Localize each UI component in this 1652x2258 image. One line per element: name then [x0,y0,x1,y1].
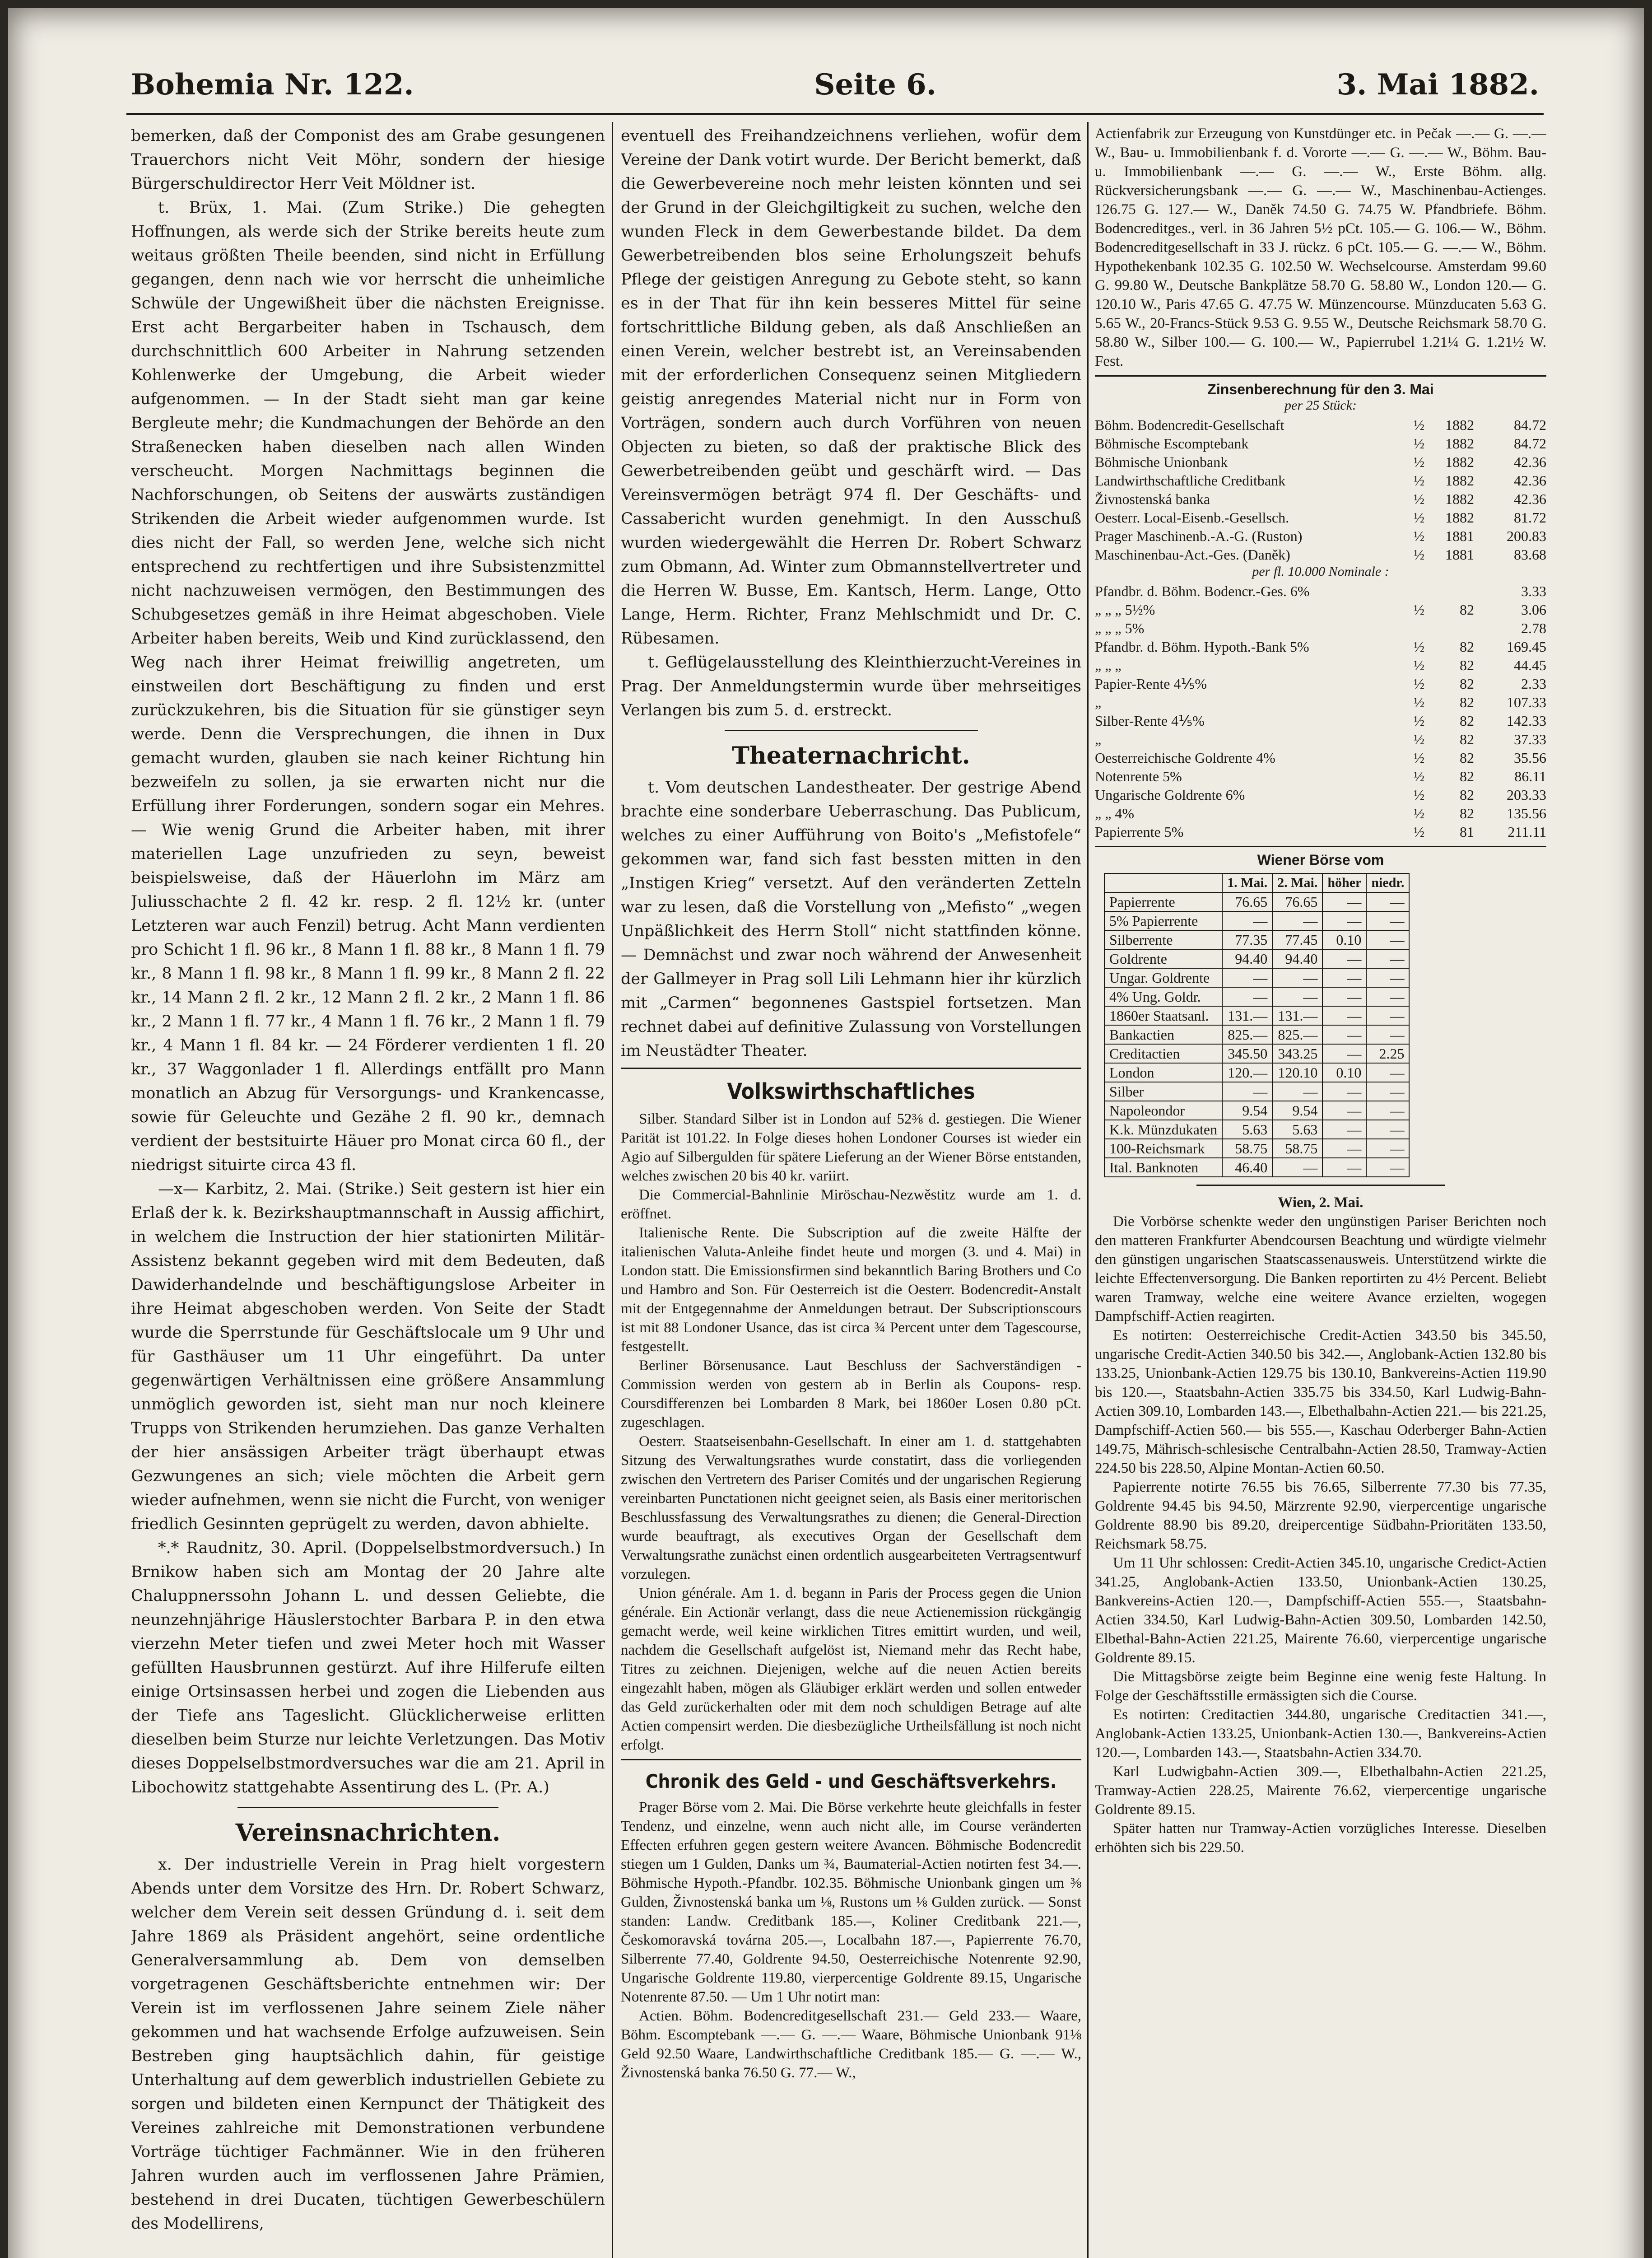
zinsen-cell-y: 81 [1460,824,1474,840]
item-staatseisenbahn: Oesterr. Staatseisenbahn-Gesellschaft. In einer am 1. d. stattgehabten Sitzung des Verwaltungsrathes wurde constatirt, dass die vorliegenden zwischen den Vertretern des Pariser Comités und der ungarischen Regierung vereinbarten Punctationen nicht geeignet seien, als Basis einer meritorischen Beschlussfassung des Verwaltungsrathes zu dienen; die General-Direction wurde beauftragt, als executives Organ der Gesellschaft dem Verwaltungsrathe zunächst einen ordentlich ausgearbeiteten Vertragsentwurf vorzulegen. [621,1433,1081,1582]
zinsen-cell-f: ½ [1414,657,1424,673]
boerse-table-title: Wiener Börse vom [1257,852,1384,868]
zinsen-cell-y: 1882 [1445,491,1474,507]
zinsen-row [1095,675,1546,693]
zinsen-row [1095,767,1546,786]
zinsen-cell-v: 2.33 [1521,676,1546,692]
price-cell: 2.25 [1366,1044,1409,1063]
security-name-cell: 4% Ung. Goldr. [1104,987,1222,1006]
zinsen-cell-f: ½ [1414,472,1424,489]
zinsen-cell-v: 84.72 [1514,417,1546,433]
zinsen-cell-n: Böhmische Escomptebank [1095,435,1249,452]
price-cell: — [1366,949,1409,968]
price-cell: 120.— [1222,1063,1272,1082]
section-rule [1095,846,1546,847]
security-name-cell: 100-Reichsmark [1104,1139,1222,1158]
zinsen-cell-n: Böhm. Bodencredit-Gesellschaft [1095,417,1284,433]
price-cell: 120.10 [1272,1063,1322,1082]
zinsen-cell-n: Oesterr. Local-Eisenb.-Gesellsch. [1095,509,1289,526]
page-header [131,68,1539,108]
article-continuation: bemerken, daß der Componist des am Grabe gesungenen Trauerchors nicht Veit Möhr, sondern der hiesige Bürgerschuldirector Herr Veit Möldner ist. [131,127,605,193]
price-cell: — [1322,1044,1366,1063]
item-silber: Silber. Standard Silber ist in London auf 52⅜ d. gestiegen. Die Wiener Parität ist 101.22. In Folge dieses hohen Londoner Courses ist wieder ein Agio auf Silbergulden für spätere Lieferung an der Wiener Börse entstanden, welches zwischen 20 bis 40 kr. variirt. [621,1111,1081,1184]
zinsen-cell-f: ½ [1414,602,1424,618]
table-row [1104,1120,1409,1139]
price-cell: — [1322,911,1366,930]
zinsen-cell-v: 37.33 [1514,731,1546,747]
item-actien: Actien. Böhm. Bodencreditgesellschaft 231.— Geld 233.— Waare, Böhm. Escomptebank —.— G. —.— Waare, Böhmische Unionbank 91⅛ Geld 92.50 Waare, Landwirthschaftliche Creditbank 185.— G. —.— W., Živnostenská banka 76.50 G. 77.— W., [621,2008,1081,2081]
zinsen-cell-v: 135.56 [1507,805,1546,821]
section-rule [621,1759,1081,1760]
table-row [1104,1063,1409,1082]
security-name-cell: Ital. Banknoten [1104,1158,1222,1177]
zinsen-cell-v: 42.36 [1514,491,1546,507]
price-cell: 94.40 [1222,949,1272,968]
price-cell: 343.25 [1272,1044,1322,1063]
table-row [1104,949,1409,968]
item-italienische-rente: Italienische Rente. Die Subscription auf die zweite Hälfte der italienischen Valuta-Anleihe findet heute und morgen (3. und 4. Mai) in London statt. Die Emissionsfirmen sind bekanntlich Baring Brothers und Co und Hambro and Son. Für Oesterreich ist die Oesterr. Bodencredit-Anstalt mit der Entgegennahme der Anmeldungen betraut. Der Subscriptionscours ist mit 88 Londoner Usance, das ist circa ¾ Percent unter dem Tagescourse, festgestellt. [621,1225,1081,1355]
zinsen-cell-f: ½ [1414,454,1424,470]
security-name-cell: Silber [1104,1082,1222,1101]
item-commercial-bahn: Die Commercial-Bahnlinie Miröschau-Nezwěstitz wurde am 1. d. eröffnet. [621,1187,1081,1222]
zinsen-cell-f: ½ [1414,750,1424,766]
price-cell: — [1222,968,1272,987]
zinsen-cell-y: 82 [1460,805,1474,821]
issue-date: 3. Mai 1882. [1336,68,1539,102]
table-row [1104,1139,1409,1158]
price-cell: — [1272,968,1322,987]
security-name-cell: Napoleondor [1104,1101,1222,1120]
zinsen-cell-v: 169.45 [1507,639,1546,655]
zinsen-cell-y: 82 [1460,657,1474,673]
zinsen-row [1095,656,1546,675]
price-cell: — [1366,1101,1409,1120]
zinsen-cell-f [1393,619,1424,638]
zinsen-cell-y: 1882 [1445,417,1474,433]
zinsen-cell-f: ½ [1414,694,1424,710]
table-row [1104,892,1409,911]
table-row [1104,987,1409,1006]
item-es-notirten-2: Es notirten: Creditactien 344.80, ungarische Creditactien 341.—, Anglobank-Actien 133.25, Unionbank-Actien 130.—, Bankvereins-Actien 120.—, Lombarden 143.—, Staatsbahn-Actien 334.70. [1095,1707,1546,1761]
price-cell: 9.54 [1272,1101,1322,1120]
price-cell: — [1272,1082,1322,1101]
column-divider [612,122,613,2258]
price-cell: 131.— [1222,1006,1272,1025]
article-landestheater: t. Vom deutschen Landestheater. Der gestrige Abend brachte eine sonderbare Ueberraschung. Das Publicum, welches zu einer Aufführung von Boito's „Mefistofele“ gekommen war, fand sich fast bessten mitten in den „Instigen Krieg“ versetzt. Auf den veränderten Zetteln war zu lesen, daß die Vorstellung von „Mefisto“ „wegen Unpäßlichkeit des Herrn Stoll“ nicht stattfinden könne. — Demnächst und zwar noch während der Anwesenheit der Gallmeyer in Prag soll Lili Lehmann hier ihr kürzlich mit „Carmen“ begonnenes Gastspiel fortsetzen. Man rechnet dabei auf definitive Zulassung von Vorstellungen im Neustädter Theater. [621,779,1081,1060]
zinsen-row [1095,601,1546,619]
zinsen-cell-v: 86.11 [1514,768,1546,784]
price-cell: 76.65 [1272,892,1322,911]
zinsen-cell-n: „ [1095,731,1102,747]
security-name-cell: Bankactien [1104,1025,1222,1044]
table-row [1104,911,1409,930]
price-cell: — [1366,892,1409,911]
price-cell: — [1222,911,1272,930]
zinsen-cell-v: 42.36 [1514,472,1546,489]
zinsen-cell-v: 211.11 [1508,824,1546,840]
zinsen-cell-n: Notenrente 5% [1095,768,1182,784]
price-cell: — [1366,1139,1409,1158]
zinsen-cell-n: „ „ „ 5½% [1095,602,1155,618]
table-row [1104,968,1409,987]
price-cell: — [1322,1158,1366,1177]
price-cell: — [1322,1101,1366,1120]
price-cell: — [1322,1139,1366,1158]
article-brux-strike: t. Brüx, 1. Mai. (Zum Strike.) Die gehegten Hoffnungen, als werde sich der Strike bereits heute zum weitaus größten Theile beenden, sind nicht in Erfüllung gegangen, denn nach wie vor herrscht die unheimliche Schwüle der Ungewißheit über die nächsten Ereignisse. Erst acht Bergarbeiter haben in Tschausch, dem durchschnittlich 600 Arbeiter in Nahrung setzenden Kohlenwerke der Umgebung, die Arbeit wieder aufgenommen. — In der Stadt sieht man gar keine Bergleute mehr; die Kundmachungen der Behörde an den Straßenecken haben dieselben nach allen Winden verscheucht. Morgen Nachmittags beginnen die Nachforschungen, ob Seitens der auswärts zuständigen Strikenden die Arbeit wieder aufgenommen wurde. Ist dies nicht der Fall, so werden Jene, welche sich nicht entsprechend zu rechtfertigen und ihre Subsistenzmittel nicht nachzuweisen vermögen, den Bestimmungen des Schubgesetzes gemäß in ihre Heimat abgeschoben. Viele Arbeiter haben bereits, Weib und Kind zurücklassend, den Weg nach ihrer Heimat freiwillig angetreten, um einstweilen dort Beschäftigung zu finden und erst zurückzukehren, bis die Situation für sie günstiger seyn werde. Denn die Versprechungen, die ihnen in Dux gemacht wurden, glauben sie nach keiner Richtung hin bezweifeln zu sollen, ja sie erwarten nicht nur die Erfüllung ihrer Forderungen, sondern sogar ein Mehres. — Wie wenig Grund die Arbeiter haben, mit ihrer materiellen Lage unzufrieden zu seyn, beweist beispielsweise, daß der Häuerlohn im März am Juliusschachte 2 fl. 42 kr. resp. 2 fl. 12½ kr. (unter Letzteren war auch Fenzil) betrug. Acht Mann verdienten pro Schicht 1 fl. 96 kr., 8 Mann 1 fl. 88 kr., 8 Mann 1 fl. 79 kr., 8 Mann 1 fl. 98 kr., 8 Mann 1 fl. 99 kr., 8 Mann 2 fl. 22 kr., 14 Mann 2 fl. 2 kr., 12 Mann 2 fl. 2 kr., 2 Mann 1 fl. 86 kr., 2 Mann 1 fl. 77 kr., 4 Mann 1 fl. 76 kr., 2 Mann 1 fl. 79 kr., 4 Mann 1 fl. 84 kr. — 24 Förderer verdienten 1 fl. 20 kr., 37 Waggonlader 1 fl. Allerdings entfällt pro Mann monatlich an Abzug für Versorgungs- und Krankencasse, sowie für Geleuchte und Gezähe 2 fl. 90 kr., demnach verdient der bestsituirte Häuer pro Monat circa 60 fl., der niedrigst situirte circa 43 fl. [131,199,605,1174]
zinsen-cell-v: 42.36 [1514,454,1546,470]
zinsen-cell-n: Prager Maschinenb.-A.-G. (Ruston) [1095,528,1303,544]
item-es-notirten: Es notirten: Oesterreichische Credit-Actien 343.50 bis 345.50, ungarische Credit-Actien 340.50 bis 342.—, Anglobank-Actien 132.80 bis 133.25, Unionbank-Actien 129.75 bis 130.10, Bankvereins-Actien 119.90 bis 120.—, Staatsbahn-Actien 335.75 bis 334.50, Karl Ludwig-Bahn-Actien 309.10, Lombarden 143.—, Elbethalbahn-Actien 221.— bis 221.25, Dampfschiff-Actien 560.— bis 555.—, Kaschau Oderberger Bahn-Actien 149.75, Mährisch-schlesische Centralbahn-Actien 28.50, Tramway-Actien 224.50 bis 228.50, Alpine Montan-Actien 60.50. [1095,1327,1546,1476]
table-header-cell [1104,873,1222,892]
zinsen-cell-v: 142.33 [1507,713,1546,729]
masthead-issue: Bohemia Nr. 122. [131,68,414,102]
article-raudnitz: *.* Raudnitz, 30. April. (Doppelselbstmordversuch.) In Brnikow haben sich am Montag der 20 Jahre alte Chaluppnerssohn Johann L. und dessen Geliebte, die neunzehnjährige Häuslerstochter Barbara P. in den etwa vierzehn Meter tiefen und zwei Meter hoch mit Wasser gefüllten Hausbrunnen gestürzt. Auf ihre Hilferufe eilten einige Ortsinsassen herbei und zogen die Liebenden aus der Tiefe ans Tageslicht. Glücklicherweise erlitten dieselben beim Sturze nur leichte Verletzungen. Das Motiv dieses Doppelselbstmordversuches war die am 21. April in Libochowitz stattgehabte Assentirung des L. (Pr. A.) [131,1539,605,1796]
column-divider [1087,122,1089,2258]
zinsen-cell-n: Silber-Rente 4⅕% [1095,713,1205,729]
zinsen-cell-n: Papier-Rente 4⅕% [1095,676,1207,692]
price-cell: — [1366,987,1409,1006]
zinsen-cell-f: ½ [1414,713,1424,729]
zinsen-cell-v: 83.68 [1514,546,1546,563]
table-header-row [1104,873,1409,892]
zinsen-cell-n: Ungarische Goldrente 6% [1095,787,1245,803]
zinsen-row [1095,730,1546,749]
zinsen-row [1095,786,1546,804]
zinsen-cell-v: 44.45 [1514,657,1546,673]
zinsen-cell-f: ½ [1414,435,1424,452]
zinsen-row [1095,416,1546,434]
zinsen-cell-y: 82 [1460,602,1474,618]
zinsen-cell-v: 2.78 [1521,620,1546,636]
zinsen-cell-f: ½ [1414,787,1424,803]
price-cell: 58.75 [1272,1139,1322,1158]
price-cell: — [1322,987,1366,1006]
zinsen-row [1095,546,1546,564]
price-cell: 46.40 [1222,1158,1272,1177]
section-title-vereinsnachrichten: Vereinsnachrichten. [235,1819,501,1847]
price-cell: 5.63 [1222,1120,1272,1139]
zinsen-cell-f: ½ [1414,639,1424,655]
zinsen-cell-v: 203.33 [1507,787,1546,803]
zinsen-row [1095,619,1546,638]
item-berliner-boerse: Berliner Börsenusance. Laut Beschluss der Sachverständigen - Commission werden von gestern ab in Berlin als Coupons- resp. Coursdifferenzen bei Lombarden 8 Mark, bei 1860er Losen 0.80 pCt. zugeschlagen. [621,1358,1081,1431]
price-cell: 94.40 [1272,949,1322,968]
zinsen-cell-n: „ „ 4% [1095,805,1135,821]
price-cell: — [1272,911,1322,930]
price-cell: — [1366,1120,1409,1139]
table-row [1104,1158,1409,1177]
price-cell: 77.35 [1222,930,1272,949]
price-cell: — [1366,1063,1409,1082]
zinsen-cell-y: 82 [1460,768,1474,784]
article-gefluegelausstellung: t. Geflügelausstellung des Kleinthierzucht-Vereines in Prag. Der Anmeldungstermin wurde über mehrseitiges Verlangen bis zum 5. d. erstreckt. [621,653,1081,719]
price-cell: — [1222,1082,1272,1101]
table-row [1104,930,1409,949]
price-cell: 0.10 [1322,930,1366,949]
security-name-cell: Papierrente [1104,892,1222,911]
zinsen-cell-y: 82 [1460,787,1474,803]
header-rule [126,113,1544,115]
zinsen-cell-n: Pfandbr. d. Böhm. Bodencr.-Ges. 6% [1095,583,1310,599]
section-rule [725,730,978,731]
price-cell: — [1222,987,1272,1006]
wiener-boerse-table [1104,873,1410,1177]
zinsen-row [1095,527,1546,546]
zinsen-cell-f [1393,582,1424,601]
zinsen-row [1095,582,1546,601]
table-row [1104,1025,1409,1044]
price-cell: — [1322,1082,1366,1101]
zinsen-cell-n: „ „ „ 5% [1095,620,1145,636]
zinsen-cell-v: 3.33 [1521,583,1546,599]
zinsen-cell-y: 82 [1460,731,1474,747]
price-cell: 0.10 [1322,1063,1366,1082]
zinsen-cell-f: ½ [1414,824,1424,840]
price-cell: — [1366,1082,1409,1101]
zinsen-row [1095,693,1546,712]
item-spaeter: Später hatten nur Tramway-Actien vorzügliches Interesse. Dieselben erhöhten sich bis 229.50. [1095,1820,1546,1856]
zinsen-row [1095,712,1546,730]
price-cell: — [1366,1025,1409,1044]
item-union-generale: Union générale. Am 1. d. begann in Paris der Process gegen die Union générale. Ein Actionär verlangt, dass die neue Actienemission rückgängig gemacht werde, weil keine wirklichen Titres emittirt wurden, und weil, nachdem die Gesellschaft aufgelöst ist, Niemand mehr das Recht habe, Titres zu zeichnen. Diejenigen, welche auf die neuen Actien bereits eingezahlt haben, mögen als Gläubiger erklärt werden und sollen entweder das Geld zurückerhalten oder mit dem noch schuldigen Betrage auf alte Actien compensirt werden. Die diesbezügliche Urtheilsfällung ist noch nicht erfolgt. [621,1585,1081,1753]
price-cell: — [1322,892,1366,911]
price-cell: — [1366,968,1409,987]
item-um-11-uhr: Um 11 Uhr schlossen: Credit-Actien 345.10, ungarische Credict-Actien 341.25, Anglobank-Actien 133.50, Unionbank-Actien 130.25, Bankvereins-Actien 120.—, Dampfschiff-Actien 555.—, Staatsbahn-Actien 334.50, Karl Ludwig-Bahn-Actien 309.50, Lombarden 142.50, Elbethal-Bahn-Actien 221.25, Mairente 76.60, vierpercentige ungarische Goldrente 89.15. [1095,1555,1546,1666]
column-3 [1095,124,1546,2258]
zinsen-cell-n: Maschinenbau-Act.-Ges. (Daněk) [1095,546,1290,563]
item-actien-continued: Actienfabrik zur Erzeugung von Kunstdünger etc. in Pečak —.— G. —.— W., Bau- u. Immobilienbank f. d. Vororte —.— G. —.— W., Böhm. Bau- u. Immobilienbank —.— G. —.— W., Erste Böhm. allg. Rückversicherungsbank —.— G. —.— W., Maschinenbau-Actienges. 126.75 G. 127.— W., Daněk 74.50 G. 74.75 W. Pfandbriefe. Böhm. Bodencreditges., verl. in 36 Jahren 5½ pCt. 105.— G. 106.— W., Böhm. Bodencreditgesellschaft in 33 J. rückz. 6 pCt. 105.— G. —.— W., Böhm. Hypothekenbank 102.35 G. 102.50 W. Wechselcourse. Amsterdam 99.60 G. 99.80 W., Deutsche Bankplätze 58.70 G. 58.80 W., London 120.— G. 120.10 W., Paris 47.65 G. 47.75 W. Münzencourse. Münzducaten 5.63 G. 5.65 W., 20-Francs-Stück 9.53 G. 9.55 W., Deutsche Reichsmark 58.70 G. 58.80 W., Silber 100.— G. 100.— W., Papierrubel 1.21¼ G. 1.21½ W. Fest. [1095,126,1546,369]
price-cell: — [1322,1006,1366,1025]
zinsen-cell-f: ½ [1414,509,1424,526]
zinsen-cell-v: 81.72 [1514,509,1546,526]
zinsen-cell-n: „ „ „ [1095,657,1121,673]
price-cell: — [1366,911,1409,930]
zinsen-row [1095,823,1546,841]
zinsen-cell-y: 82 [1460,750,1474,766]
zinsen-cell-f: ½ [1414,417,1424,433]
zinsen-cell-f: ½ [1414,805,1424,821]
zinsen-cell-f: ½ [1414,528,1424,544]
column-2 [621,124,1081,2258]
zinsen-cell-v: 107.33 [1507,694,1546,710]
section-title-theaternachricht: Theaternachricht. [732,742,970,770]
zinsen-cell-y: 1882 [1445,435,1474,452]
article-karbitz-strike: —x— Karbitz, 2. Mai. (Strike.) Seit gestern ist hier ein Erlaß der k. k. Bezirkshauptmannschaft in Aussig affichirt, in welchem die Instruction der hier stationirten Militär-Assistenz bekannt gegeben wird mit dem Bedeuten, daß Dawiderhandelnde und beschäftigungslose Arbeiter in ihre Heimat abgeschoben werden. Von Seite der Stadt wurde die Sperrstunde für Geschäftslocale um 9 Uhr und für Gasthäuser um 11 Uhr eingeführt. Da unter gegenwärtigen Verhältnissen eine größere Ansammlung unmöglich geworden ist, sieht man nur noch kleinere Trupps von Strikenden herumziehen. Das ganze Verhalten der hier ansässigen Arbeiter trägt überhaupt etwas Gezwungenes an sich; viele möchten die Arbeit gern wieder aufnehmen, wenn sie nicht die Furcht, von weniger friedlich Gesinnten geprügelt zu werden, davon abhielte. [131,1180,605,1533]
item-karl-ludwigbahn: Karl Ludwigbahn-Actien 309.—, Elbethalbahn-Actien 221.25, Tramway-Actien 228.25, Mairente 76.62, vierpercentige ungarische Goldrente 89.15. [1095,1763,1546,1818]
price-cell: — [1366,1158,1409,1177]
price-cell: 131.— [1272,1006,1322,1025]
table-row [1104,1006,1409,1025]
zinsen-table-subtitle: per 25 Stück: [1284,398,1357,413]
price-cell: — [1366,930,1409,949]
zinsen-cell-v: 84.72 [1514,435,1546,452]
zinsen-row [1095,509,1546,527]
item-wien-dateline: Wien, 2. Mai. [1278,1194,1363,1211]
price-cell: — [1272,987,1322,1006]
section-title-chronik: Chronik des Geld - und Geschäftsverkehrs. [645,1770,1057,1792]
price-cell: 77.45 [1272,930,1322,949]
table-row [1104,1044,1409,1063]
zinsen-row [1095,490,1546,509]
section-rule [1196,1185,1445,1186]
zinsen-cell-f: ½ [1414,731,1424,747]
zinsen-cell-f: ½ [1414,491,1424,507]
table-row [1104,1082,1409,1101]
security-name-cell: 1860er Staatsanl. [1104,1006,1222,1025]
zinsen-cell-y: 82 [1460,713,1474,729]
zinsen-row [1095,749,1546,767]
price-cell: — [1322,1120,1366,1139]
zinsen-cell-f: ½ [1414,676,1424,692]
price-cell: — [1272,1158,1322,1177]
column-1 [131,124,605,2258]
zinsen-cell-v: 35.56 [1514,750,1546,766]
security-name-cell: Silberrente [1104,930,1222,949]
article-verein-continued: eventuell des Freihandzeichnens verliehen, wofür dem Vereine der Dank votirt wurde. Der Bericht bemerkt, daß die Gewerbevereine noch mehr leisten könnten und sei der Grund in der Gleichgiltigkeit zu suchen, welche den wunden Fleck in dem Gewerbestande bildet. Da dem Gewerbetreibenden blos seine Erholungszeit behufs Pflege der geistigen Anregung zu Gebote steht, so kann es in der That für ihn kein besseres Mittel für seine fortschrittliche Bildung geben, als daß Anschließen an einen Verein, welcher bestrebt ist, an Vereinsabenden mit der erforderlichen Consequenz seinen Mitgliedern geistig anregendes Material nicht nur in Form von Vorträgen, sondern auch durch Vorführen von neuen Objecten zu bieten, so daß der praktische Blick des Gewerbetreibenden geübt und geschärft wird. — Das Vereinsvermögen beträgt 974 fl. Der Geschäfts- und Cassabericht wurden genehmigt. In den Ausschuß wurden wiedergewählt die Herren Dr. Robert Schwarz zum Obmann, Ad. Winter zum Obmannstellvertreter und die Herren W. Busse, Em. Kantsch, Herm. Lange, Otto Lange, Herm. Richter, Franz Mehlschmidt und Dr. C. Rübesamen. [621,127,1081,648]
page-number: Seite 6. [814,68,936,102]
zinsen-cell-y: 82 [1460,694,1474,710]
zinsen-table-title: Zinsenberechnung für den 3. Mai [1207,381,1434,397]
item-prager-boerse: Prager Börse vom 2. Mai. Die Börse verkehrte heute gleichfalls in fester Tendenz, und einzelne, wenn auch nicht alle, im Course veränderten Effecten erfuhren gegen gestern weitere Avancen. Böhmische Bodencredit stiegen um 1 Gulden, Danks um ¾, Baumaterial-Actien notirten fest 34.—. Böhmische Hypoth.-Pfandbr. 102.35. Böhmische Unionbank gingen um ⅜ Gulden, Živnostenská banka um ⅛, Rustons um ⅛ Gulden zurück. — Sonst standen: Landw. Creditbank 185.—, Koliner Creditbank 221.—, Českomoravská továrna 205.—, Localbahn 187.—, Papierrente 76.70, Silberrente 77.40, Goldrente 94.50, Oesterreichische Notenrente 92.90, Ungarische Goldrente 119.80, vierpercentige Goldrente 89.15, Ungarische Notenrente 87.50. — Um 1 Uhr notirt man: [621,1799,1081,2005]
item-vorboerse: Die Vorbörse schenkte weder den ungünstigen Pariser Berichten noch den matteren Frankfurter Abendcoursen Beachtung und würdigte vielmehr den günstigen ungarischen Staatscassenausweis. Unterstützend wirkte die leichte Effectenversorgung. Die Banken reportirten zu 4½ Percent. Beliebt waren Tramway, welche eine weitere Avance erzielten, wogegen Dampfschiff-Actien reagirten. [1095,1213,1546,1325]
zinsen-cell-f: ½ [1414,546,1424,563]
security-name-cell: K.k. Münzdukaten [1104,1120,1222,1139]
price-cell: 825.— [1272,1025,1322,1044]
price-cell: — [1322,949,1366,968]
security-name-cell: Ungar. Goldrente [1104,968,1222,987]
zinsen-cell-y: 1882 [1445,509,1474,526]
zinsen-cell-n: Živnostenská banka [1095,491,1210,507]
price-cell: 825.— [1222,1025,1272,1044]
zinsen-cell-y: 82 [1460,676,1474,692]
zinsen-table [1095,416,1546,564]
price-cell: 58.75 [1222,1139,1272,1158]
zinsen-row [1095,804,1546,823]
security-name-cell: London [1104,1063,1222,1082]
item-papierrente: Papierrente notirte 76.55 bis 76.65, Silberrente 77.30 bis 77.35, Goldrente 94.45 bis 94.50, Märzrente 92.90, vierpercentige ungarische Goldrente 88.90 bis 89.20, dreipercentige Südbahn-Prioritäten 133.50, Reichsmark 58.75. [1095,1479,1546,1552]
item-mittagsboerse: Die Mittagsbörse zeigte beim Beginne eine wenig feste Haltung. In Folge der Geschäftsstille ermässigten sich die Course. [1095,1669,1546,1704]
zinsen-row [1095,471,1546,490]
zinsen-cell-y: 1882 [1445,472,1474,489]
zinsen-cell-y [1424,619,1474,638]
price-cell: — [1366,1006,1409,1025]
zinsen-table-subtitle-2: per fl. 10.000 Nominale : [1252,564,1389,579]
table-header-cell: 2. Mai. [1272,873,1322,892]
price-cell: 9.54 [1222,1101,1272,1120]
price-cell: 345.50 [1222,1044,1272,1063]
security-name-cell: 5% Papierrente [1104,911,1222,930]
price-cell: 76.65 [1222,892,1272,911]
security-name-cell: Goldrente [1104,949,1222,968]
table-header-cell: höher [1322,873,1366,892]
zinsen-cell-y [1424,582,1474,601]
zinsen-cell-y: 82 [1460,639,1474,655]
price-cell: — [1322,1025,1366,1044]
section-rule [1095,375,1546,377]
zinsen-row [1095,434,1546,453]
zinsen-cell-n: „ [1095,694,1102,710]
zinsen-cell-y: 1881 [1445,528,1474,544]
price-cell: — [1322,968,1366,987]
zinsen-cell-n: Böhmische Unionbank [1095,454,1228,470]
table-header-cell: niedr. [1366,873,1409,892]
zinsen-cell-n: Papierrente 5% [1095,824,1184,840]
zinsen-cell-n: Landwirthschaftliche Creditbank [1095,472,1286,489]
zinsen-cell-y: 1882 [1445,454,1474,470]
zinsen-cell-y: 1881 [1445,546,1474,563]
table-header-cell: 1. Mai. [1222,873,1272,892]
article-industrieller-verein: x. Der industrielle Verein in Prag hielt vorgestern Abends unter dem Vorsitze des Hrn. Dr. Robert Schwarz, welcher dem Verein seit dessen Gründung d. i. seit dem Jahre 1869 als Präsident angehört, seine ordentliche Generalversammlung ab. Dem von demselben vorgetragenen Geschäftsberichte entnehmen wir: Der Verein ist im verflossenen Jahre seinem Ziele näher gekommen und hat wachsende Erfolge aufzuweisen. Sein Bestreben ging hauptsächlich dahin, für geistige Unterhaltung auf dem gewerblich industriellen Gebiete zu sorgen und bildeten einen Kernpunct der Thätigkeit des Vereines zahlreiche mit Demonstrationen verbundene Vorträge tüchtiger Fachmänner. Wie in den früheren Jahren wurden auch im verflossenen Jahre Prämien, bestehend in drei Ducaten, tüchtigen Gewerbeschülern des Modellirens, [131,1856,605,2233]
price-cell: 5.63 [1272,1120,1322,1139]
zinsen-table-2 [1095,582,1546,841]
security-name-cell: Creditactien [1104,1044,1222,1063]
zinsen-cell-n: Pfandbr. d. Böhm. Hypoth.-Bank 5% [1095,639,1309,655]
section-title-volkswirthschaftliches: Volkswirthschaftliches [727,1079,975,1104]
zinsen-row [1095,453,1546,471]
zinsen-cell-v: 200.83 [1507,528,1546,544]
table-row [1104,1101,1409,1120]
zinsen-row [1095,638,1546,656]
zinsen-cell-f: ½ [1414,768,1424,784]
zinsen-cell-n: Oesterreichische Goldrente 4% [1095,750,1275,766]
section-rule [621,1068,1081,1069]
zinsen-cell-v: 3.06 [1521,602,1546,618]
section-rule [237,1807,498,1808]
